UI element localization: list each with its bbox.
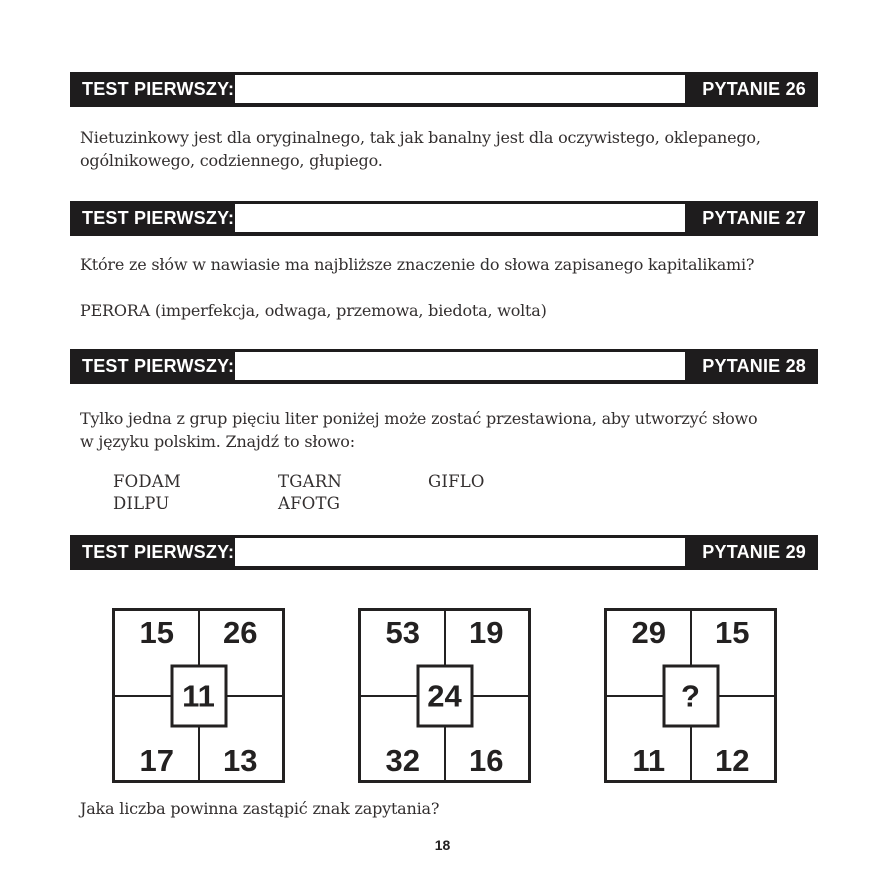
square-2-center-box [416,664,473,727]
square-1-bottom-right-value: 13 [223,743,258,778]
test-title-label: TEST PIERWSZY: [82,208,235,228]
letter-group-dilpu: DILPU [113,494,170,513]
page-number: 18 [434,837,451,853]
number-square-2 [358,608,531,783]
square-3-bottom-right-value: 12 [715,743,750,778]
square-3-top-left-value: 29 [631,615,666,650]
question-26-line-2: ogólnikowego, codziennego, głupiego. [80,151,383,170]
square-2-top-right-value: 19 [469,615,504,650]
test-title-label: TEST PIERWSZY: [82,79,235,99]
section-header-q28 [70,349,818,384]
answer-box-q29 [235,538,685,566]
question-26-text [80,126,800,172]
letter-group-giflo: GIFLO [428,472,485,491]
square-3-bottom-left-value: 11 [632,743,666,778]
letter-group-tgarn: TGARN [278,472,342,491]
answer-box-q28 [235,352,685,380]
square-1-top-left-value: 15 [139,615,174,650]
square-1-center-box [170,664,227,727]
answer-box-q27 [235,204,685,232]
square-1-bottom-left-value: 17 [139,743,174,778]
question-28-text [80,407,800,453]
question-26-line-1: Nietuzinkowy jest dla oryginalnego, tak jak banalny jest dla oczywistego, oklepanego, [80,128,761,147]
answer-box-q26 [235,75,685,103]
test-title-label: TEST PIERWSZY: [82,542,235,562]
square-2-center-value: 24 [427,678,462,713]
square-2-bottom-right-value: 16 [469,743,504,778]
square-2-top-left-value: 53 [385,615,420,650]
question-badge-q27: PYTANIE 27 [702,208,806,228]
question-27-options: PERORA (imperfekcja, odwaga, przemowa, biedota, wolta) [80,301,547,320]
square-3-center-value: ? [681,678,700,713]
letter-group-afotg: AFOTG [278,494,341,513]
square-3-top-right-value: 15 [715,615,750,650]
square-2-bottom-left-value: 32 [385,743,420,778]
question-badge-q29: PYTANIE 29 [702,542,806,562]
question-28-line-1: Tylko jedna z grup pięciu liter poniżej może zostać przestawiona, aby utworzyć słowo [80,409,758,428]
section-header-q29 [70,535,818,570]
square-1-center-value: 11 [182,678,215,713]
question-badge-q28: PYTANIE 28 [702,356,806,376]
question-29-text: Jaka liczba powinna zastąpić znak zapytania? [80,799,440,818]
number-square-1 [112,608,285,783]
section-header-q27 [70,201,818,236]
question-27-text: Które ze słów w nawiasie ma najbliższe znaczenie do słowa zapisanego kapitalikami? [80,255,755,274]
square-3-center-box [662,664,719,727]
question-badge-q26: PYTANIE 26 [702,79,806,99]
letter-group-fodam: FODAM [113,472,182,491]
question-28-line-2: w języku polskim. Znajdź to słowo: [80,432,355,451]
square-1-top-right-value: 26 [223,615,258,650]
number-square-3 [604,608,777,783]
test-title-label: TEST PIERWSZY: [82,356,235,376]
section-header-q26 [70,72,818,107]
